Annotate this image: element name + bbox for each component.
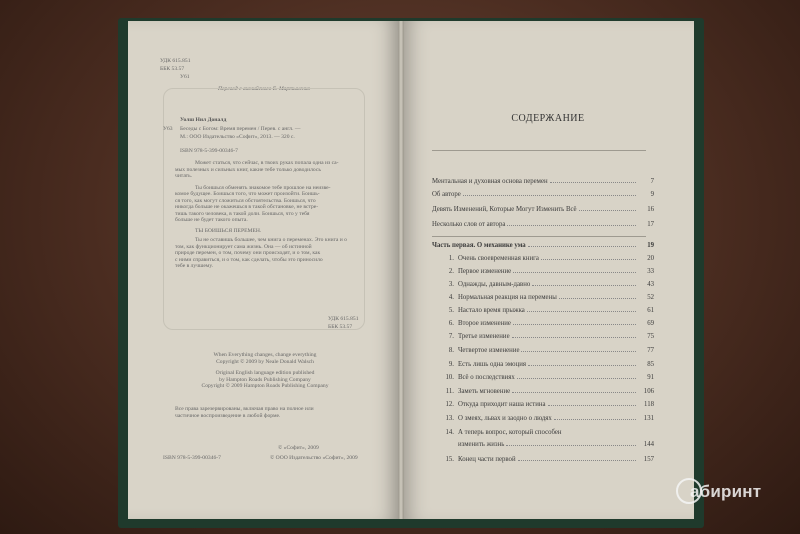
toc-entry-number: 11. [445, 388, 454, 395]
toc-leader-dots [550, 182, 636, 183]
toc-entry-page: 157 [643, 456, 654, 463]
toc-entry-page: 19 [647, 242, 654, 249]
author-line: Уолш Нил Доналд [180, 117, 227, 123]
isbn-top: ISBN 978-5-399-00346-7 [180, 148, 238, 154]
toc-leader-dots [507, 225, 636, 226]
udk-top: УДК 615.851 [160, 58, 191, 64]
toc-entry-label: изменить жизнь [458, 441, 505, 448]
para1-line: Может статься, что сейчас, в твоих руках попала одна из са- [195, 160, 339, 166]
toc-entry-page: 17 [647, 221, 654, 228]
toc-entry [432, 359, 654, 368]
toc-leader-dots [513, 272, 636, 273]
para3-line: с ними справиться, и о том, как сделать, чтобы это приносило [175, 256, 323, 263]
toc-entry [432, 305, 654, 314]
para1-line: мых полезных и сильных книг, какие тебе только доводилось [175, 166, 321, 173]
toc-entry-label: Первое изменение [458, 268, 512, 275]
para3-line: Ты не оставишь большее, чем книга о переменах. Это книга и о [195, 237, 347, 243]
toc-entry-label: Всё о последствиях [458, 374, 515, 381]
toc-entry [432, 176, 654, 185]
toc-entry-page: 118 [644, 401, 654, 408]
toc-entry-label: Об авторе [432, 191, 461, 198]
toc-leader-dots [532, 285, 636, 286]
toc-entry [432, 399, 654, 408]
para3-line: тебе в лучшему. [175, 263, 213, 269]
toc-entry-page: 69 [647, 320, 654, 327]
toc-entry-number: 13. [445, 415, 454, 422]
translator-line: Перевод с английского Е. Мартыненко [218, 86, 311, 92]
cite-line-1: Беседы с Богом: Время перемен / Перев. с англ. — [180, 126, 301, 132]
toc-entry-page: 85 [647, 361, 654, 368]
watermark: абиринт [690, 482, 762, 501]
toc-entry-label: Заметь мгновение [458, 388, 511, 395]
toc-entry [432, 240, 654, 249]
toc-entry-number: 5. [448, 307, 454, 314]
toc-leader-dots [528, 246, 636, 247]
copyright-2: © ООО Издательство «Софит», 2009 [270, 455, 358, 461]
toc-entry-label: Четвертое изменение [458, 347, 520, 354]
bbk-top: ББК 53.57 [160, 66, 185, 72]
toc-entry-number: 6. [448, 320, 454, 327]
bbk-bottom: ББК 53.57 [328, 324, 353, 330]
toc-entry-label: Несколько слов от автора [432, 221, 506, 228]
english-line: Copyright © 2009 by Neale Donald Walsch [216, 358, 314, 365]
heading-line: ТЫ БОИШЬСЯ ПЕРЕМЕН. [195, 227, 262, 234]
toc-entry [432, 292, 654, 301]
toc-entry-page: 20 [647, 255, 654, 262]
copyright-1: © «Софит», 2009 [278, 445, 319, 451]
toc-entry-page: 131 [643, 415, 654, 422]
toc-leader-dots [521, 351, 636, 352]
toc-title: СОДЕРЖАНИЕ [511, 113, 585, 124]
isbn-bottom: ISBN 978-5-399-00346-7 [163, 455, 221, 461]
toc-entry-label: Настало время прыжка [458, 307, 525, 314]
toc-entry [432, 427, 654, 436]
toc-entry-page: 16 [647, 206, 654, 213]
para3-line: том, как функционирует сама жизнь. Она — об истинной [175, 243, 312, 250]
toc-entry-number: 4. [448, 294, 454, 301]
rights-line: Все права зарезервированы, включая право на полное или [175, 406, 314, 412]
para3-line: природе перемен, о том, почему они происходят, и о том, как [175, 250, 321, 256]
toc-leader-dots [559, 298, 636, 299]
toc-entry-label: О змеях, львах и заодно о людях [458, 415, 552, 422]
toc-entry-label: Очень своевременная книга [458, 255, 539, 262]
toc-entry-number: 7. [448, 333, 454, 340]
toc-entry-label: Откуда приходит наша истина [458, 401, 546, 408]
toc-entry-page: 61 [647, 307, 654, 314]
toc-leader-dots [512, 392, 636, 393]
toc-entry [432, 318, 654, 327]
toc-entry-number: 10. [445, 374, 454, 381]
toc-entry [432, 279, 654, 288]
toc-entry [432, 219, 654, 228]
english-line: Copyright © 2009 Hampton Roads Publishing Company [201, 383, 329, 389]
book-spine [398, 21, 404, 519]
toc-entry-label: Есть лишь одна эмоция [458, 361, 526, 368]
toc-entry [432, 345, 654, 354]
toc-leader-dots [541, 259, 636, 260]
para2-line: ся того, как могут сложиться обстоятельства. Боишься, что [175, 197, 316, 204]
para2-line: никогда больше не окажешься в такой обстановке, не встре- [175, 204, 319, 210]
toc-entry-page: 144 [643, 441, 654, 448]
toc-leader-dots [517, 378, 636, 379]
toc-entry [432, 204, 654, 213]
toc-entry-number: 15. [445, 456, 454, 463]
para2-line: больше не будет такого опыта. [175, 217, 248, 223]
annotation-block [175, 160, 385, 270]
toc-entry-page: 9 [650, 191, 654, 198]
toc-entry-page: 77 [647, 347, 654, 354]
toc-entry-number: 3. [448, 281, 454, 288]
toc-entry-label: Часть первая. О механике ума [432, 242, 526, 249]
para2-line: комое будущее. Боишься того, что может произойти. Боишь- [175, 191, 320, 197]
toc-entry [432, 253, 654, 262]
toc-entry-page: 91 [647, 374, 654, 381]
toc-entry-number: 2. [448, 268, 454, 275]
rights-block [175, 406, 390, 419]
english-line: by Hampton Roads Publishing Company [219, 376, 311, 383]
toc-leader-dots [527, 311, 636, 312]
toc-leader-dots [463, 195, 636, 196]
english-copyright [170, 352, 360, 390]
toc-leader-dots [512, 337, 636, 338]
toc-entry-page: 106 [643, 388, 654, 395]
toc-entry [432, 266, 654, 275]
toc-leader-dots [554, 419, 636, 420]
toc-entry-label: Третье изменение [458, 333, 510, 340]
toc-entry [432, 454, 654, 463]
toc-entry [432, 331, 654, 340]
toc-entry-label: А теперь вопрос, который способен [458, 429, 562, 436]
toc-entry [432, 413, 654, 422]
toc-entry-label: Однажды, давным-давно [458, 281, 531, 288]
toc-leader-dots [528, 365, 636, 366]
divider-mid [432, 236, 646, 237]
cite-prefix: У63 [163, 126, 173, 132]
toc-leader-dots [579, 210, 636, 211]
cite-line-2: М.: ООО Издательство «Софит», 2013. — 320 с. [180, 134, 295, 140]
toc-entry [432, 189, 654, 198]
toc-entry-page: 7 [650, 178, 654, 185]
toc-leader-dots [513, 324, 636, 325]
toc-entry-label: Нормальная реакция на перемены [458, 294, 557, 301]
para1-line: читать. [175, 173, 193, 179]
toc-leader-dots [548, 405, 636, 406]
toc-entry [432, 439, 654, 448]
toc-entry-label: Девять Изменений, Которые Могут Изменить Всё [432, 206, 577, 213]
toc-leader-dots [518, 460, 636, 461]
rights-line: частичное воспроизведение в любой форме. [175, 412, 281, 419]
toc-entry-number: 9. [448, 361, 454, 368]
toc-entry-number: 12. [445, 401, 454, 408]
code-top: У61 [180, 74, 190, 80]
para2-line: тишь такого человека, в такой доли. Боишься, что у тебя [175, 210, 310, 217]
para2-line: Ты боишься обменять знакомое тебе прошлое на неизве- [195, 184, 331, 191]
toc-entry-number: 1. [448, 255, 454, 262]
toc-entry-number: 14. [445, 429, 454, 436]
toc-entry [432, 386, 654, 395]
udk-bottom: УДК 615.851 [328, 316, 359, 322]
toc-entry-page: 43 [647, 281, 654, 288]
divider-top [432, 150, 646, 151]
toc-leader-dots [506, 445, 636, 446]
toc-entry-page: 52 [647, 294, 654, 301]
toc-entry-label: Ментальная и духовная основа перемен [432, 178, 548, 185]
toc-entry-number: 8. [448, 347, 454, 354]
toc-entry-page: 33 [647, 268, 654, 275]
toc-entry-label: Второе изменение [458, 320, 511, 327]
toc-entry-label: Конец части первой [458, 456, 516, 463]
toc-entry [432, 372, 654, 381]
english-line: When Everything changes, change everything [213, 352, 317, 358]
english-line: Original English language edition published [215, 370, 315, 376]
toc-entry-page: 75 [647, 333, 654, 340]
